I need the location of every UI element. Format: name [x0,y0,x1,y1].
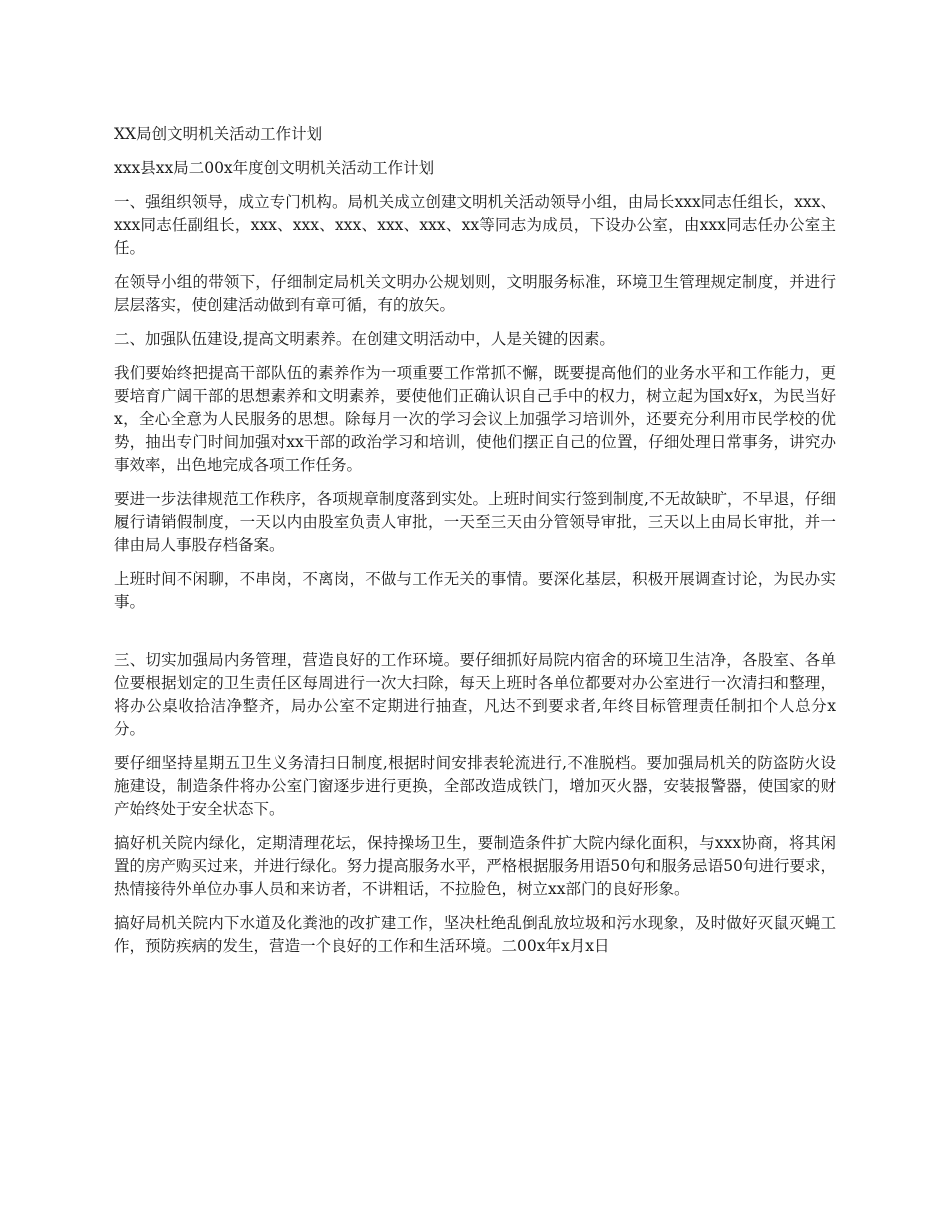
paragraph-leadership-rules: 在领导小组的带领下，仔细制定局机关文明办公规划则，文明服务标准，环境卫生管理规定制度，并进行层层落实，使创建活动做到有章可循，有的放矢。 [114,273,836,314]
paragraph-work-discipline: 上班时间不闲聊，不串岗，不离岗，不做与工作无关的事情。要深化基层，积极开展调查讨论，为民办实事。 [114,570,836,611]
paragraph-work-order: 要进一步法律规范工作秩序，各项规章制度落到实处。上班时间实行签到制度,不无故缺旷，不早退，仔细履行请销假制度，一天以内由股室负责人审批，一天至三天由分管领导审批，三天以上由局长审批，并一律由局人事股存档备案。 [114,490,836,554]
document-subtitle: xxx县xx局二00x年度创文明机关活动工作计划 [114,159,435,177]
paragraph-cleaning-security: 要仔细坚持星期五卫生义务清扫日制度,根据时间安排表轮流进行,不准脱档。要加强局机关的防盗防火设施建设，制造条件将办公室门窗逐步进行更换，全部改造成铁门，增加灭火器，安装报警器，使国家的财产始终处于安全状态下。 [114,754,836,818]
paragraph-organization: 一、强组织领导，成立专门机构。局机关成立创建文明机关活动领导小组，由局长xxx同志任组长，xxx、xxx同志任副组长，xxx、xxx、xxx、xxx、xxx、xx等同志为成员，下设办公室，由xxx同志任办公室主任。 [114,193,836,257]
paragraph-cadre-quality: 我们要始终把提高干部队伍的素养作为一项重要工作常抓不懈，既要提高他们的业务水平和工作能力，更要培育广阔干部的思想素养和文明素养，要使他们正确认识自己手中的权力，树立起为国x好x，为民当好x，全心全意为人民服务的思想。除每月一次的学习会议上加强学习培训外，还要充分利用市民学校的优势，抽出专门时间加强对xx干部的政治学习和培训，使他们摆正自己的位置，仔细处理日常事务，讲究办事效率，出色地完成各项工作任务。 [114,364,836,474]
paragraph-greening-service: 搞好机关院内绿化，定期清理花坛，保持操场卫生，要制造条件扩大院内绿化面积，与xxx协商，将其闲置的房产购买过来，并进行绿化。努力提高服务水平，严格根据服务用语50句和服务忌语50句进行要求，热情接待外单位办事人员和来访者，不讲粗话，不拉脸色，树立xx部门的良好形象。 [114,834,836,898]
paragraph-team-building: 二、加强队伍建设,提高文明素养。在创建文明活动中，人是关键的因素。 [114,330,615,348]
paragraph-sewer-environment: 搞好局机关院内下水道及化粪池的改扩建工作，坚决杜绝乱倒乱放垃圾和污水现象，及时做好灭鼠灭蝇工作，预防疾病的发生，营造一个良好的工作和生活环境。二00x年x月x日 [114,914,836,955]
document-title: XX局创文明机关活动工作计划 [114,125,323,143]
section-spacer [114,625,836,649]
paragraph-internal-management: 三、切实加强局内务管理，营造良好的工作环境。要仔细抓好局院内宿舍的环境卫生洁净，各股室、各单位要根据划定的卫生责任区每周进行一次大扫除，每天上班时各单位都要对办公室进行一次清扫和整理，将办公桌收拾洁净整齐，局办公室不定期进行抽查，凡达不到要求者,年终目标管理责任制扣个人总分x分。 [114,651,836,738]
document-body [114,123,836,969]
